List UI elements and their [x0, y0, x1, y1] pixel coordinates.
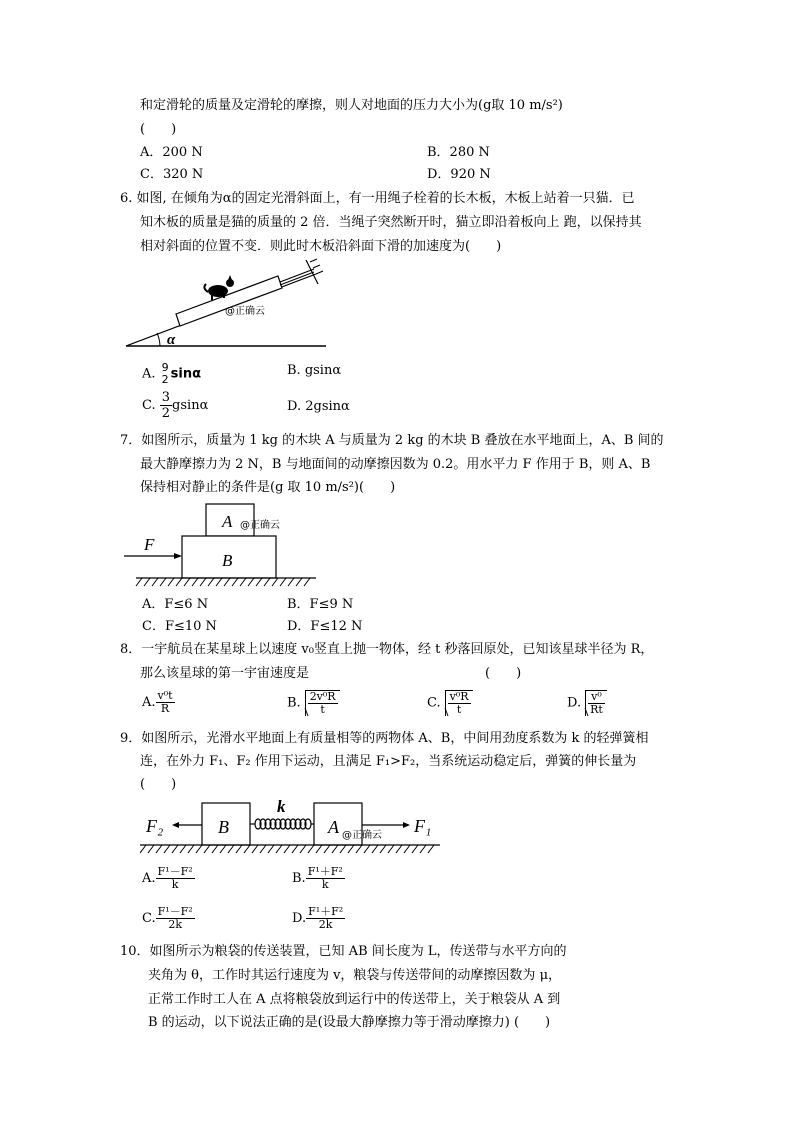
- q8-option-d: D. $\frac{\text{v⁰}}{Rt}$: [567, 690, 607, 716]
- q6-option-c: C. $\frac{3}{2}$ gsinα: [142, 390, 209, 421]
- q6-option-d: D. 2gsinα: [287, 399, 350, 414]
- q7-option-d: D．F≤12 N: [287, 619, 363, 634]
- spring-blocks-figure: [140, 795, 440, 857]
- q7-option-a: A．F≤6 N: [142, 597, 209, 612]
- q7-stem-line3: 保持相对静止的条件是(g 取 10 m/s²)( ): [140, 480, 396, 495]
- q6-option-a: A. 9 2 sinα: [142, 361, 202, 386]
- q9-stem-line1: 9．如图所示，光滑水平地面上有质量相等的两物体 A、B，中间用劲度系数为 k 的轻弹簧相: [120, 731, 649, 746]
- q9-option-a: A. $\frac{\text{F¹－F²}}{k}$: [142, 865, 193, 891]
- q10-stem-line2: 夹角为 θ，工作时其运行速度为 v，粮袋与传送带间的动摩擦因数为 μ，: [148, 968, 562, 983]
- q8-answer-paren: ( ): [485, 666, 522, 681]
- force-label-f1: F₁: [414, 816, 432, 836]
- q5-option-c: C．320 N: [140, 167, 204, 182]
- block-b-label: B: [222, 551, 233, 570]
- force-label-f2: F₂: [146, 816, 164, 836]
- q7-option-c: C．F≤10 N: [142, 619, 217, 634]
- block-a-label: A: [222, 512, 233, 531]
- q5-answer-paren: ( ): [140, 122, 177, 137]
- q8-stem-line1: 8．一宇航员在某星球上以速度 v₀竖直上抛一物体，经 t 秒落回原处，已知该星球半径为 R，: [120, 642, 654, 657]
- q9-stem-line2: 连，在外力 F₁、F₂ 作用下运动，且满足 F₁>F₂，当系统运动稳定后，弹簧的伸长量为: [140, 754, 637, 769]
- angle-alpha-label: α: [167, 332, 176, 348]
- spring-icon: [250, 819, 314, 829]
- q10-stem-line1: 10．如图所示为粮袋的传送装置，已知 AB 间长度为 L，传送带与水平方向的: [120, 944, 567, 959]
- q7-option-b: B．F≤9 N: [287, 597, 354, 612]
- q5-option-a: A．200 N: [140, 145, 203, 160]
- q7-stem-line2: 最大静摩擦力为 2 N，B 与地面间的动摩擦因数为 0.2。用水平力 F 作用于 B，则 A、B: [140, 457, 651, 472]
- right-arrow-icon: [403, 822, 410, 828]
- q6-option-b: B. gsinα: [287, 363, 342, 378]
- q7-stem-line1: 7．如图所示，质量为 1 kg 的木块 A 与质量为 2 kg 的木块 B 叠放在水平地面上，A、B 间的: [120, 433, 664, 448]
- q5-option-d: D．920 N: [427, 167, 491, 182]
- force-label-f: F: [144, 535, 155, 554]
- q9-option-c: C. $\frac{\text{F¹－F²}}{2k}$: [142, 905, 193, 931]
- q8-option-c: C. $\frac{\text{v⁰R}}{t}$: [427, 690, 473, 716]
- block-b-label: B: [218, 817, 229, 837]
- force-arrow-icon: [174, 553, 182, 559]
- q8-stem-line2: 那么该星球的第一宇宙速度是: [140, 666, 310, 681]
- q6-stem-line3: 相对斜面的位置不变．则此时木板沿斜面下滑的加速度为( ): [140, 239, 502, 254]
- block-a-label: A: [328, 817, 339, 837]
- left-arrow-icon: [172, 822, 179, 828]
- q5-stem-tail: 和定滑轮的质量及定滑轮的摩擦，则人对地面的压力大小为(g取 10 m/s²): [140, 98, 563, 113]
- q9-option-b: B. $\frac{\text{F¹＋F²}}{k}$: [292, 865, 343, 891]
- watermark: @正确云: [342, 830, 382, 841]
- watermark: @正确云: [225, 306, 265, 317]
- q10-stem-line4: B 的运动，以下说法正确的是(设最大静摩擦力等于滑动摩擦力) ( ): [148, 1015, 551, 1030]
- q5-option-b: B．280 N: [427, 145, 490, 160]
- q9-option-d: D. $\frac{\text{F¹＋F²}}{2k}$: [292, 905, 344, 931]
- q10-stem-line3: 正常工作时工人在 A 点将粮袋放到运行中的传送带上，关于粮袋从 A 到: [148, 992, 561, 1007]
- spring-constant-label: k: [277, 797, 286, 816]
- q6-stem-line2: 知木板的质量是猫的质量的 2 倍．当绳子突然断开时，猫立即沿着板向上 跑，以保持其: [140, 215, 642, 230]
- q9-answer-paren: ( ): [140, 777, 177, 792]
- watermark: @正确云: [240, 520, 280, 531]
- q8-option-a: A. $\frac{\text{v⁰t}}{R}$: [142, 689, 173, 715]
- stacked-blocks-figure: [120, 500, 320, 592]
- q6-stem-line1: 6. 如图, 在倾角为α的固定光滑斜面上，有一用绳子栓着的长木板，木板上站着一只猫．已: [120, 191, 635, 206]
- q8-option-b: B. $\frac{\text{2v⁰R}}{t}$: [287, 690, 340, 716]
